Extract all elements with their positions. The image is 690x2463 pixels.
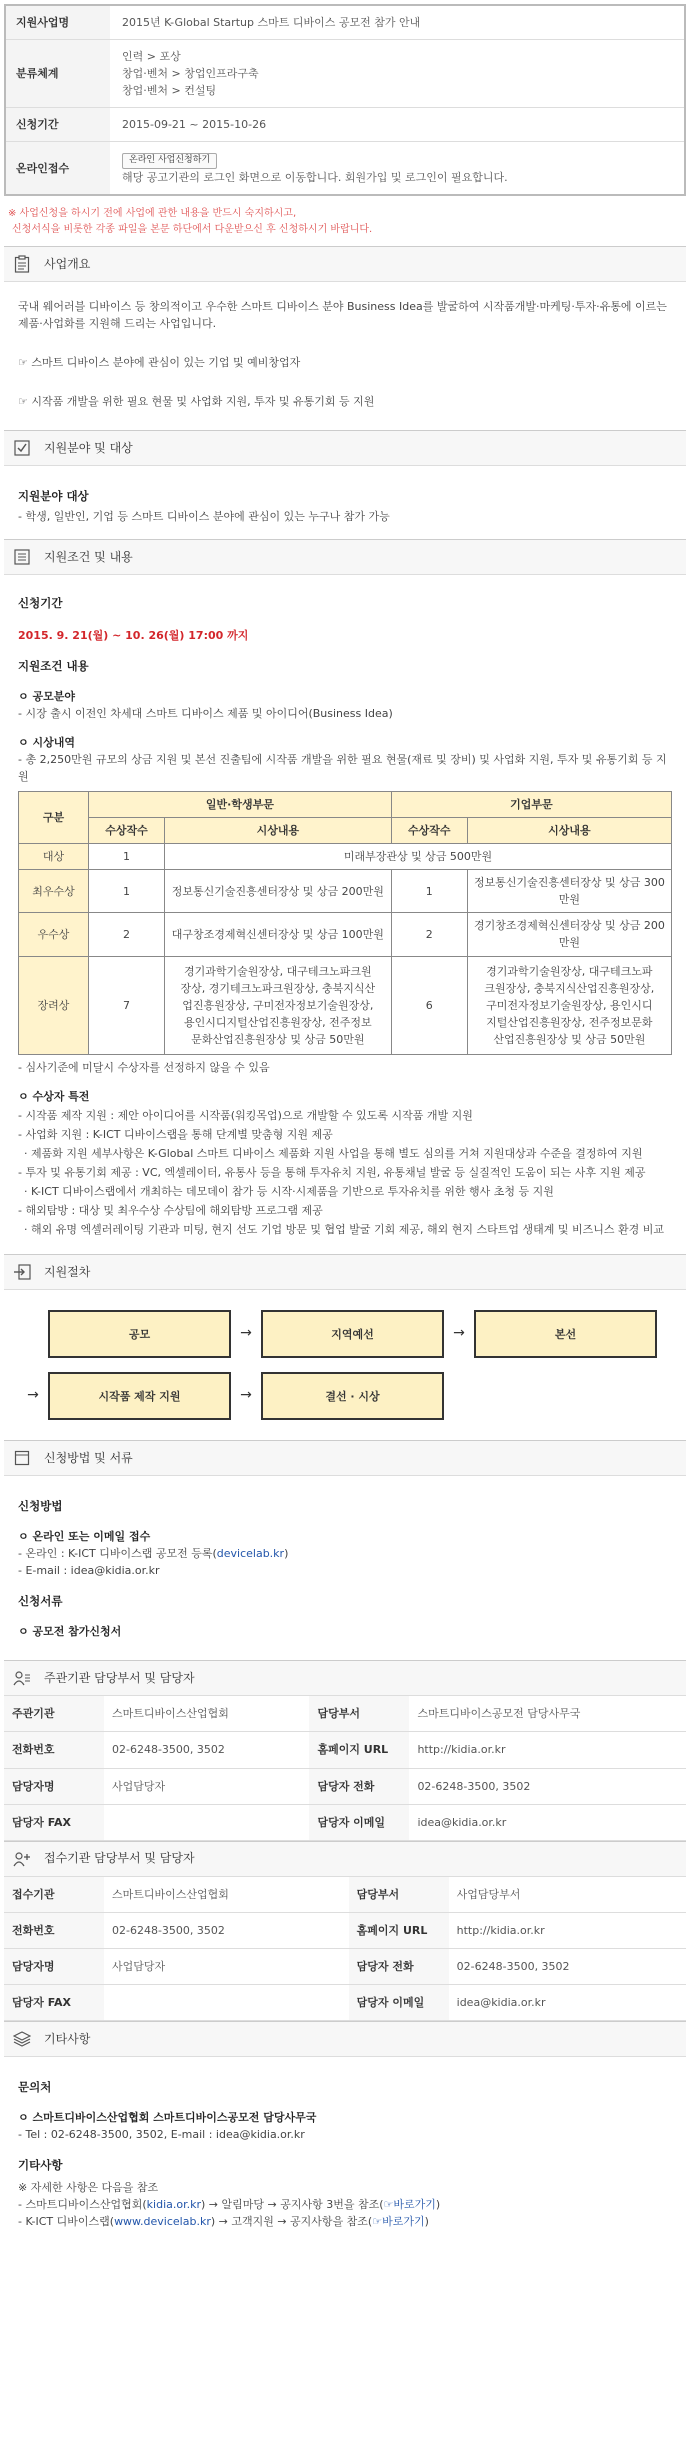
info-label: 담당자 FAX: [4, 1985, 104, 2021]
info-label: 담당부서: [309, 1696, 409, 1732]
benefit-line: - 투자 및 유통기회 제공 : VC, 엑셀레이터, 유통사 등을 통해 투자유치 지원, 유통채널 발굴 등 실질적인 도움이 되는 사후 지원 제공: [18, 1165, 646, 1179]
prize-count: 6: [391, 956, 467, 1054]
section-apply-header: [4, 1440, 686, 1476]
prize-count: 2: [391, 913, 467, 956]
section-overview-body: [4, 282, 686, 430]
notice-line: 신청서식을 비롯한 각종 파일을 본문 하단에서 다운받으신 후 신청하시기 바랍니다.: [12, 224, 373, 236]
info-label: 홈페이지 URL: [349, 1913, 449, 1949]
period-heading: 신청기간: [18, 596, 63, 611]
prize-content: 정보통신기술진흥센터장상 및 상금 200만원: [165, 870, 392, 913]
prize-header-count: 수상작수: [89, 818, 165, 844]
procedure-step: 지역예선: [261, 1310, 444, 1358]
clipboard-icon: [12, 254, 32, 274]
prize-content: 미래부장관상 및 상금 500만원: [165, 844, 672, 870]
etc-text: ): [424, 2215, 429, 2229]
prize-content: 경기창조경제혁신센터장상 및 상금 200만원: [467, 913, 671, 956]
notice: [4, 196, 686, 246]
benefit-line: - 시작품 제작 지원 : 제안 아이디어를 시작품(워킹목업)으로 개발할 수 있도록 시작품 개발 지원: [18, 1108, 473, 1122]
etc-heading: 기타사항: [18, 2158, 63, 2173]
online-apply-note: 해당 공고기관의 로그인 화면으로 이동합니다. 회원가입 및 로그인이 필요합니다.: [122, 171, 508, 185]
table-row: [4, 1696, 686, 1732]
checkbox-icon: [12, 438, 32, 458]
docs-title: ㅇ 공모전 참가신청서: [18, 1624, 122, 1638]
category-line: 인력 > 포상: [122, 50, 181, 64]
section-title: 접수기관 담당부서 및 담당자: [44, 1851, 195, 1866]
email-method: - E-mail : idea@kidia.or.kr: [18, 1564, 160, 1578]
section-etc-header: [4, 2021, 686, 2057]
info-label: 담당자 전화: [309, 1768, 409, 1804]
online-prefix: - 온라인 : K-ICT 디바이스랩 공모전 등록(: [18, 1547, 217, 1561]
arrow-right-icon: →: [453, 1325, 465, 1342]
shortcut-link[interactable]: ☞바로가기: [372, 2215, 425, 2229]
benefit-line: · 제품화 지원 세부사항은 K-Global 스마트 디바이스 제품화 지원 사업을 통해 별도 심의를 거쳐 지원대상과 수준을 결정하여 지원: [24, 1146, 643, 1160]
prize-name: 우수상: [19, 913, 89, 956]
summary-row-category: [6, 40, 684, 108]
summary-value: [110, 40, 684, 107]
table-row: [19, 913, 672, 956]
prize-content: 경기과학기술원장상, 대구테크노파크원장상, 경기테크노파크원장상, 충북지식산업진흥원장상, 구미전자정보기술원장상, 용인시디지털산업진흥원장상, 전주정보문화산업진흥원장상 및 상금 50만원: [165, 956, 392, 1054]
devicelab-link[interactable]: www.devicelab.kr: [114, 2215, 211, 2229]
info-value: 02-6248-3500, 3502: [104, 1913, 349, 1949]
summary-label: 온라인접수: [6, 142, 110, 194]
prize-count: 1: [89, 870, 165, 913]
detail-text: - 총 2,250만원 규모의 상금 지원 및 본선 진출팀에 시작품 개발을 위한 필요 현물(재료 및 장비) 및 사업화 지원, 투자 및 유통기회 등 지원: [18, 753, 667, 784]
info-value: 02-6248-3500, 3502: [409, 1768, 686, 1804]
prize-table: [18, 791, 672, 1055]
info-label: 담당자 전화: [349, 1949, 449, 1985]
prize-name: 최우수상: [19, 870, 89, 913]
prize-content: 대구창조경제혁신센터장상 및 상금 100만원: [165, 913, 392, 956]
info-value: 02-6248-3500, 3502: [104, 1732, 309, 1768]
receive-info-table: [4, 1877, 686, 2022]
section-title: 주관기관 담당부서 및 담당자: [44, 1670, 195, 1685]
section-title: 지원조건 및 내용: [44, 549, 133, 564]
info-value: 사업담당자: [104, 1768, 309, 1804]
kidia-link[interactable]: kidia.or.kr: [146, 2198, 201, 2212]
etc-text: ) → 알림마당 → 공지사항 3번을 참조(: [201, 2198, 384, 2212]
info-value: 02-6248-3500, 3502: [449, 1949, 686, 1985]
summary-label: 지원사업명: [6, 6, 110, 39]
section-title: 사업개요: [44, 256, 91, 271]
section-receive-header: [4, 1841, 686, 1877]
info-label: 담당부서: [349, 1877, 449, 1913]
section-target-header: [4, 430, 686, 466]
table-row: [4, 1985, 686, 2021]
host-info-table: [4, 1696, 686, 1841]
section-title: 기타사항: [44, 2031, 91, 2046]
info-label: 담당자 FAX: [4, 1804, 104, 1840]
table-row: [4, 1732, 686, 1768]
etc-text: ) → 고객지원 → 공지사항을 참조(: [210, 2215, 373, 2229]
section-title: 신청방법 및 서류: [44, 1450, 133, 1465]
online-method: [18, 1545, 672, 1562]
section-procedure-body: [4, 1290, 686, 1440]
method-heading: 신청방법: [18, 1499, 63, 1514]
info-label: 담당자명: [4, 1768, 104, 1804]
login-arrow-icon: [12, 1262, 32, 1282]
target-heading: 지원분야 대상: [18, 489, 89, 504]
info-label: 전화번호: [4, 1732, 104, 1768]
prize-name: 장려상: [19, 956, 89, 1054]
benefit-line: - 해외탐방 : 대상 및 최우수상 수상팀에 해외탐방 프로그램 제공: [18, 1204, 323, 1218]
section-overview-header: [4, 246, 686, 282]
info-value: [104, 1985, 349, 2021]
summary-row-name: [6, 6, 684, 40]
info-label: 전화번호: [4, 1913, 104, 1949]
period-value: 2015. 9. 21(월) ~ 10. 26(월) 17:00 까지: [18, 629, 249, 643]
table-row: [4, 1804, 686, 1840]
etc-text: ): [435, 2198, 441, 2212]
benefit-line: - 사업화 지원 : K-ICT 디바이스랩을 통해 단계별 맞춤형 지원 제공: [18, 1127, 333, 1141]
summary-row-period: [6, 108, 684, 142]
section-condition-header: [4, 539, 686, 575]
user-list-icon: [12, 1668, 32, 1688]
category-line: 창업·벤처 > 컨설팅: [122, 84, 217, 98]
summary-value: 2015년 K-Global Startup 스마트 디바이스 공모전 참가 안내: [122, 16, 421, 29]
layers-icon: [12, 2029, 32, 2049]
prize-header-general: 일반·학생부문: [89, 792, 392, 818]
notice-line: ※ 사업신청을 하시기 전에 사업에 관한 내용을 반드시 숙지하시고,: [8, 208, 297, 220]
online-apply-button[interactable]: 온라인 사업신청하기: [122, 153, 217, 169]
table-row: [19, 870, 672, 913]
info-label: 주관기관: [4, 1696, 104, 1732]
etc-line: [18, 2213, 672, 2230]
info-value: 스마트디바이스공모전 담당사무국: [409, 1696, 686, 1732]
document-icon: [12, 1448, 32, 1468]
info-value: 스마트디바이스산업협회: [104, 1696, 309, 1732]
info-label: 담당자 이메일: [309, 1804, 409, 1840]
section-procedure-header: [4, 1254, 686, 1290]
summary-row-online: [6, 142, 684, 194]
table-row: [4, 1768, 686, 1804]
docs-heading: 신청서류: [18, 1594, 63, 1609]
prize-header-content: 시상내용: [165, 818, 392, 844]
etc-text: - 스마트디바이스산업협회(: [18, 2198, 147, 2212]
prize-content: 정보통신기술진흥센터장상 및 상금 300만원: [467, 870, 671, 913]
info-label: 담당자 이메일: [349, 1985, 449, 2021]
info-value: 사업담당부서: [449, 1877, 686, 1913]
section-host-header: [4, 1660, 686, 1696]
prize-header-count: 수상작수: [391, 818, 467, 844]
procedure-step: 공모: [48, 1310, 231, 1358]
contact-heading: 문의처: [18, 2080, 52, 2095]
procedure-step: 본선: [474, 1310, 657, 1358]
summary-table: [4, 4, 686, 196]
info-value: 사업담당자: [104, 1949, 349, 1985]
field-text: - 시장 출시 이전인 차세대 스마트 디바이스 제품 및 아이디어(Business Idea): [18, 706, 393, 720]
summary-label: 분류체계: [6, 40, 110, 107]
prize-header-company: 기업부문: [391, 792, 671, 818]
benefit-line: · K-ICT 디바이스랩에서 개최하는 데모데이 참가 등 시작·시제품을 기반으로 투자유치를 위한 행사 초청 등 지원: [24, 1185, 554, 1199]
summary-label: 신청기간: [6, 108, 110, 141]
table-row: [4, 1913, 686, 1949]
contact-title: ㅇ 스마트디바이스산업협회 스마트디바이스공모전 담당사무국: [18, 2111, 317, 2125]
prize-count: 2: [89, 913, 165, 956]
prize-header-division: 구분: [19, 792, 89, 844]
info-label: 접수기관: [4, 1877, 104, 1913]
arrow-right-icon: →: [240, 1387, 252, 1404]
contact-text: - Tel : 02-6248-3500, 3502, E-mail : idea@kidia.or.kr: [18, 2128, 305, 2142]
table-row: [4, 1877, 686, 1913]
summary-value: [110, 142, 684, 194]
benefit-line: · 해외 유명 엑셀러레이팅 기관과 미팅, 현지 선도 기업 방문 및 협업 발굴 기회 제공, 해외 현지 스타트업 생태계 및 비즈니스 환경 비교: [24, 1223, 664, 1237]
procedure-step: 시작품 제작 지원: [48, 1372, 231, 1420]
arrow-right-icon: →: [27, 1387, 39, 1404]
prize-count: 1: [391, 870, 467, 913]
section-target-body: [4, 466, 686, 539]
section-etc-body: [4, 2057, 686, 2244]
summary-value: 2015-09-21 ~ 2015-10-26: [122, 118, 267, 132]
online-suffix: ): [284, 1547, 289, 1561]
overview-desc: 국내 웨어러블 디바이스 등 창의적이고 우수한 스마트 디바이스 분야 Business Idea를 발굴하여 시작품개발·마케팅·투자·유통에 이르는 제품·사업화를 지원해 드리는 사업입니다.: [18, 300, 667, 331]
method-title: ㅇ 온라인 또는 이메일 접수: [18, 1529, 151, 1543]
etc-intro: ※ 자세한 사항은 다음을 참조: [18, 2180, 159, 2194]
user-add-icon: [12, 1849, 32, 1869]
prize-name: 대상: [19, 844, 89, 870]
section-title: 지원절차: [44, 1264, 91, 1279]
info-label: 홈페이지 URL: [309, 1732, 409, 1768]
etc-text: - K-ICT 디바이스랩(: [18, 2215, 115, 2229]
info-value: [104, 1804, 309, 1840]
overview-bullet: ☞ 스마트 디바이스 분야에 관심이 있는 기업 및 예비창업자: [18, 356, 301, 370]
overview-bullet: ☞ 시작품 개발을 위한 필요 현물 및 사업화 지원, 투자 및 유통기회 등 지원: [18, 395, 375, 409]
category-line: 창업·벤처 > 창업인프라구축: [122, 67, 259, 81]
prize-count: 1: [89, 844, 165, 870]
section-apply-body: [4, 1476, 686, 1660]
info-value: idea@kidia.or.kr: [449, 1985, 686, 2021]
list-icon: [12, 547, 32, 567]
devicelab-link[interactable]: devicelab.kr: [216, 1547, 285, 1561]
table-row: [19, 956, 672, 1054]
section-condition-body: [4, 575, 686, 1254]
info-label: 담당자명: [4, 1949, 104, 1985]
content-heading: 지원조건 내용: [18, 659, 89, 674]
info-value: 스마트디바이스산업협회: [104, 1877, 349, 1913]
table-note: - 심사기준에 미달시 수상자를 선정하지 않을 수 있음: [18, 1060, 270, 1074]
info-value: http://kidia.or.kr: [409, 1732, 686, 1768]
field-title: ㅇ 공모분야: [18, 689, 75, 703]
benefit-title: ㅇ 수상자 특전: [18, 1089, 90, 1103]
procedure-flow-row: [18, 1372, 672, 1420]
target-text: - 학생, 일반인, 기업 등 스마트 디바이스 분야에 관심이 있는 누구나 참가 가능: [18, 510, 390, 524]
arrow-right-icon: →: [240, 1325, 252, 1342]
detail-title: ㅇ 시상내역: [18, 736, 75, 750]
etc-line: [18, 2196, 672, 2213]
prize-content: 경기과학기술원장상, 대구테크노파크원장상, 충북지식산업진흥원장상, 구미전자정보기술원장상, 용인시디지털산업진흥원장상, 전주정보문화산업진흥원장상 및 상금 50만원: [467, 956, 671, 1054]
info-value: idea@kidia.or.kr: [409, 1804, 686, 1840]
prize-count: 7: [89, 956, 165, 1054]
info-value: http://kidia.or.kr: [449, 1913, 686, 1949]
table-row: [19, 844, 672, 870]
procedure-step: 결선 · 시상: [261, 1372, 444, 1420]
section-title: 지원분야 및 대상: [44, 441, 133, 456]
procedure-flow-row: [18, 1310, 672, 1358]
prize-header-content: 시상내용: [467, 818, 671, 844]
shortcut-link[interactable]: ☞바로가기: [383, 2198, 436, 2212]
table-row: [4, 1949, 686, 1985]
